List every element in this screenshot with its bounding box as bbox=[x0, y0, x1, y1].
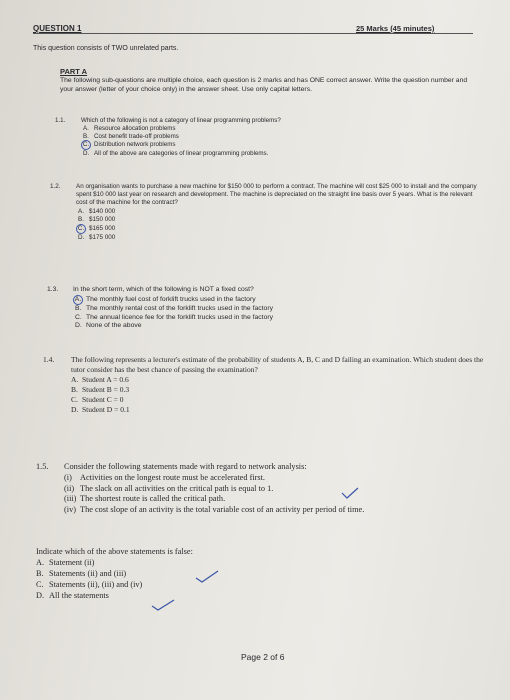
option-c: C. The annual licence fee for the forklift trucks used in the factory bbox=[75, 313, 274, 321]
question-number: 1.4. bbox=[43, 355, 55, 364]
answer-circle-mark: A. bbox=[74, 295, 82, 303]
option-d: D. All the statements bbox=[36, 591, 109, 600]
option-d: D. All of the above are categories of linear programming problems. bbox=[83, 150, 269, 158]
option-b: B. The monthly rental cost of the forklift trucks used in the factory bbox=[75, 304, 273, 312]
option-a: A. Statement (ii) bbox=[36, 558, 95, 567]
pen-tick-icon bbox=[340, 486, 360, 500]
question-stem: An organisation wants to purchase a new machine for $150 000 to perform a contract. The machine will cost $25 000 to install and the company spent $10 000 last year on research and development. The machine is depreciated on the straight line basis over 5 years. What is the relevant cost of the machine for the contract? bbox=[76, 183, 477, 207]
part-a-instructions: The following sub-questions are multiple choice, each question is 2 marks and has ONE correct answer. Write the question number and your answer (letter of your choice only) in the answer sheet. Use only capital letters. bbox=[60, 77, 468, 93]
option-b: B. Statements (ii) and (iii) bbox=[36, 569, 127, 578]
option-d: D. $175 000 bbox=[78, 234, 116, 242]
option-b: B. $150 000 bbox=[78, 215, 116, 223]
question-number: 1.2. bbox=[50, 183, 61, 190]
option-b: B. Cost benefit trade-off problems bbox=[83, 132, 179, 140]
question-number: 1.5. bbox=[36, 462, 49, 471]
option-a: A. Resource allocation problems bbox=[83, 124, 176, 132]
question-1-2 bbox=[50, 183, 482, 242]
pen-tick-icon bbox=[150, 598, 176, 612]
option-d: D. Student D = 0.1 bbox=[71, 405, 130, 414]
option-c: C. Student C = 0 bbox=[71, 395, 124, 404]
question-1-1 bbox=[55, 117, 475, 158]
marks-heading: 25 Marks (45 minutes) bbox=[356, 24, 435, 33]
statement-i: (i) Activities on the longest route must be accelerated first. bbox=[64, 472, 266, 482]
pen-tick-icon bbox=[194, 568, 220, 584]
question-stem: In the short term, which of the following is NOT a fixed cost? bbox=[73, 286, 254, 293]
question-1-5 bbox=[36, 462, 501, 516]
intro-text: This question consists of TWO unrelated parts. bbox=[33, 45, 179, 52]
question-heading: QUESTION 1 bbox=[33, 24, 82, 33]
question-1-3 bbox=[47, 286, 485, 331]
statement-iii: (iii) The shortest route is called the critical path. bbox=[64, 494, 226, 504]
statement-ii: (ii) The slack on all activities on the critical path is equal to 1. bbox=[64, 483, 274, 493]
indicate-block bbox=[36, 546, 193, 601]
question-1-4 bbox=[43, 355, 498, 415]
question-number: 1.1. bbox=[55, 117, 66, 124]
page-footer: Page 2 of 6 bbox=[241, 652, 285, 662]
answer-circle-mark: C. bbox=[77, 225, 85, 233]
option-a: A. Student A = 0.6 bbox=[71, 375, 129, 384]
statement-iv: (iv) The cost slope of an activity is the total variable cost of an activity per period of time. bbox=[64, 505, 365, 515]
question-stem: The following represents a lecturer's estimate of the probability of students A, B, C and D failing an examination. Which student does the tutor consider has the best chance of passing the examination? bbox=[71, 355, 484, 374]
option-a: A. $140 000 bbox=[78, 207, 116, 215]
option-c-circled: C. $165 000 bbox=[77, 225, 116, 233]
question-number: 1.3. bbox=[47, 286, 59, 293]
question-stem: Consider the following statements made with regard to network analysis: bbox=[64, 462, 307, 471]
option-c-circled: C. Distribution network problems bbox=[82, 141, 176, 149]
option-b: B. Student B = 0.3 bbox=[71, 385, 130, 394]
option-c: C. Statements (ii), (iii) and (iv) bbox=[36, 580, 143, 589]
part-a-title: PART A bbox=[60, 67, 88, 76]
answer-circle-mark: C. bbox=[82, 141, 90, 149]
header-rule bbox=[33, 33, 473, 34]
option-a-circled: A. The monthly fuel cost of forklift trucks used in the factory bbox=[74, 295, 256, 303]
indicate-stem: Indicate which of the above statements is false: bbox=[36, 547, 193, 556]
question-stem: Which of the following is not a category of linear programming problems? bbox=[81, 117, 281, 124]
option-d: D. None of the above bbox=[75, 322, 142, 330]
